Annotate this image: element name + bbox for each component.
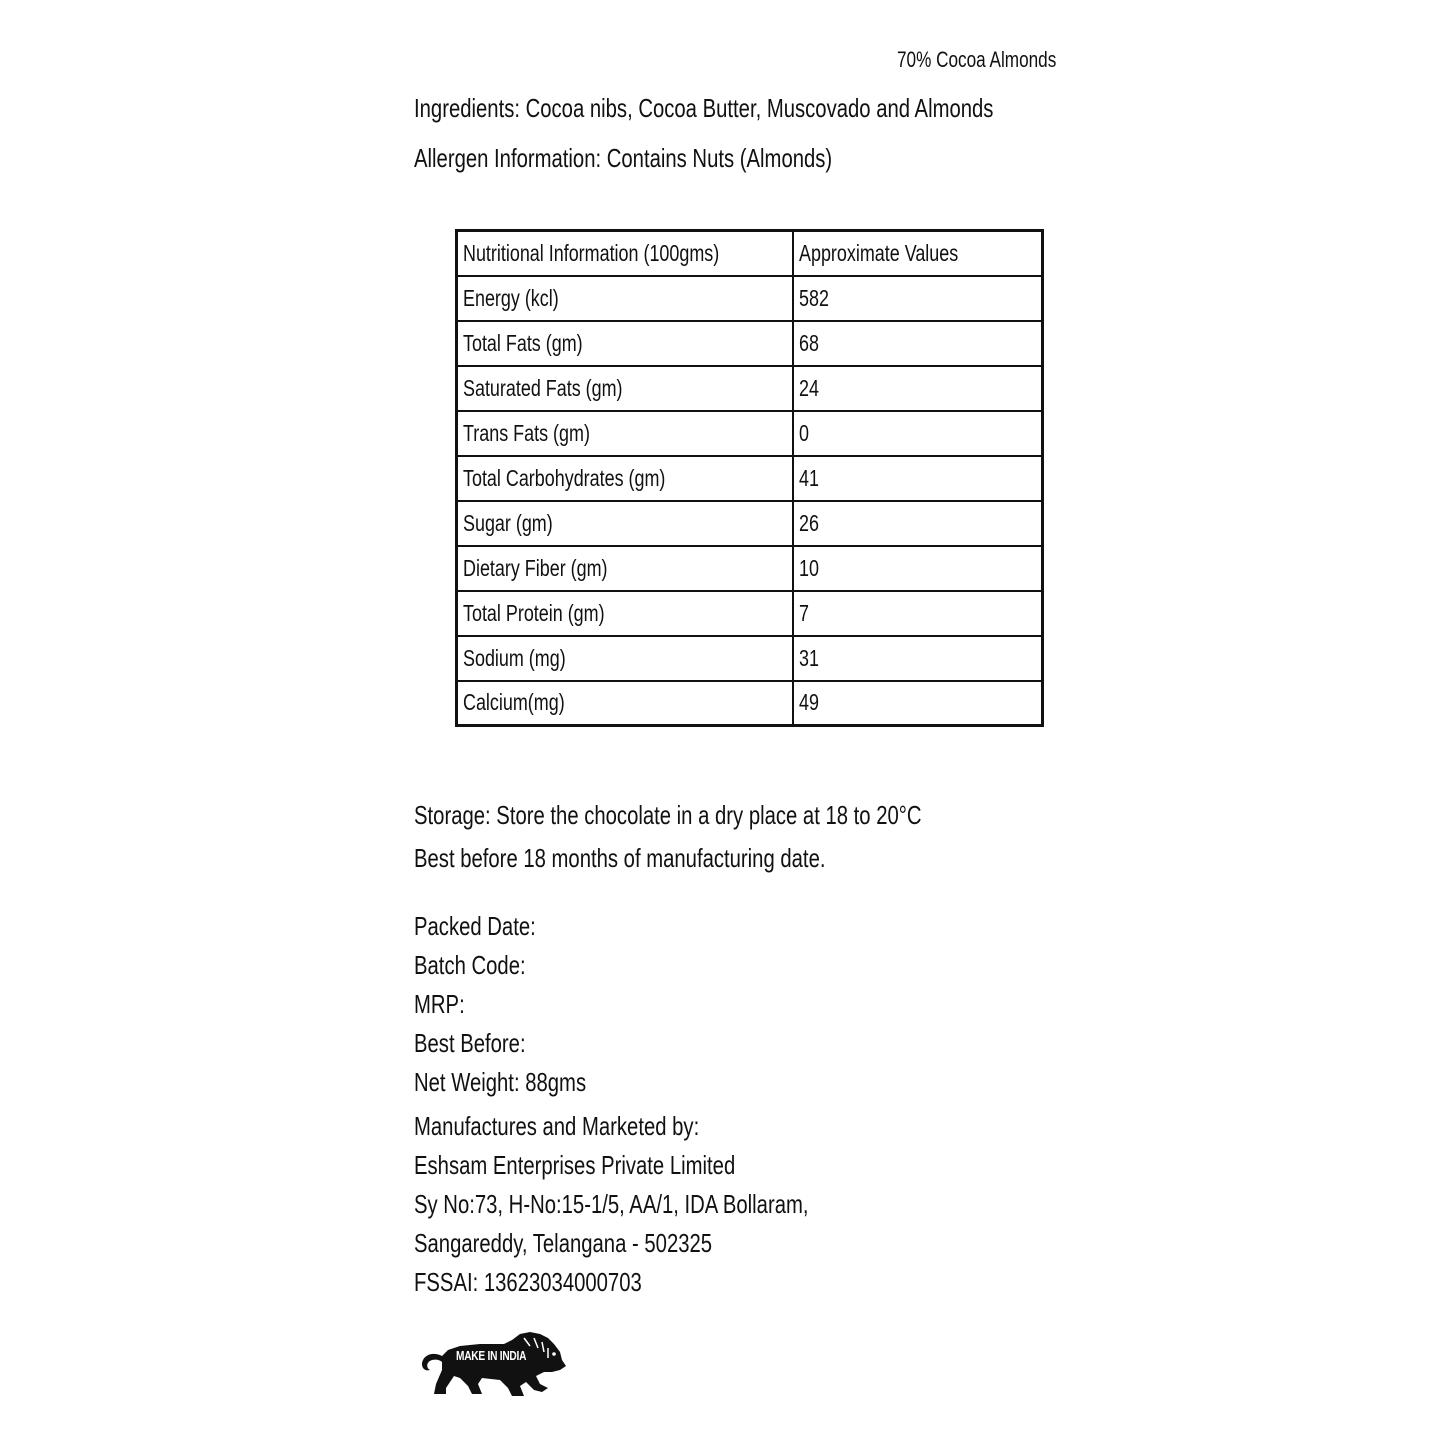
header-cell-text: Nutritional Information (100gms) [463, 239, 720, 266]
nutrient-label [457, 591, 793, 636]
cell-text: 31 [798, 644, 819, 671]
cell-text: 24 [798, 374, 819, 401]
net-weight-label: Net Weight: 88gms [414, 1067, 587, 1097]
nutrient-label [457, 411, 793, 456]
nutrient-label [457, 456, 793, 501]
cell-text: 0 [798, 419, 809, 446]
header-cell-text: Approximate Values [798, 239, 958, 266]
batch-code [414, 946, 635, 985]
nutrient-label [457, 276, 793, 321]
nutrient-label [457, 636, 793, 681]
fssai-number [414, 1263, 920, 1302]
cell-text: Sugar (gm) [463, 509, 553, 536]
nutrition-header-label [457, 231, 793, 276]
allergen-label: Allergen Information: Contains Nuts (Almonds) [414, 143, 833, 173]
cell-text: Energy (kcl) [463, 284, 559, 311]
fssai-text: FSSAI: 13623034000703 [414, 1267, 642, 1297]
cell-text: 26 [798, 509, 819, 536]
nutrient-value [793, 681, 1043, 726]
address-line1-text: Sy No:73, H-No:15-1/5, AA/1, IDA Bollaram, [414, 1189, 809, 1219]
net-weight [414, 1063, 635, 1102]
cell-text: 49 [798, 689, 819, 716]
ingredients-text [414, 93, 1157, 123]
nutrition-header-row [457, 231, 1043, 276]
cell-text: Trans Fats (gm) [463, 419, 590, 446]
nutrient-label [457, 546, 793, 591]
nutrient-label [457, 321, 793, 366]
nutrient-label [457, 681, 793, 726]
batch-code-label: Batch Code: [414, 950, 526, 980]
nutrient-value [793, 591, 1043, 636]
cell-text: 10 [798, 554, 819, 581]
table-row [457, 366, 1043, 411]
cell-text: Saturated Fats (gm) [463, 374, 623, 401]
cell-text: Total Fats (gm) [463, 329, 583, 356]
table-row [457, 276, 1043, 321]
nutrient-value [793, 411, 1043, 456]
product-name [897, 46, 1101, 74]
manufacturer-name-text: Eshsam Enterprises Private Limited [414, 1150, 736, 1180]
nutrient-label [457, 366, 793, 411]
allergen-info [414, 143, 950, 173]
packed-date [414, 907, 635, 946]
cell-text: 582 [798, 284, 829, 311]
nutrient-value [793, 501, 1043, 546]
table-row [457, 501, 1043, 546]
nutrient-label [457, 501, 793, 546]
make-in-india-text [456, 1348, 542, 1363]
manufacturer-address-line2 [414, 1224, 920, 1263]
cell-text: 68 [798, 329, 819, 356]
make-in-india-logo [420, 1326, 568, 1398]
nutrient-value [793, 636, 1043, 681]
best-before [414, 1024, 635, 1063]
table-row [457, 591, 1043, 636]
cell-text: Total Protein (gm) [463, 599, 605, 626]
manufacturer-info [414, 1107, 920, 1302]
address-line2-text: Sangareddy, Telangana - 502325 [414, 1228, 713, 1258]
packed-date-label: Packed Date: [414, 911, 536, 941]
best-before-label: Best Before: [414, 1028, 526, 1058]
nutrient-value [793, 456, 1043, 501]
nutrient-value [793, 321, 1043, 366]
manufacturer-name [414, 1146, 920, 1185]
product-name-text: 70% Cocoa Almonds [897, 47, 1057, 72]
manufacturer-address-line1 [414, 1185, 920, 1224]
nutrient-value [793, 546, 1043, 591]
table-row [457, 411, 1043, 456]
manufacturer-heading-text: Manufactures and Marketed by: [414, 1111, 700, 1141]
table-row [457, 681, 1043, 726]
logo-text: MAKE IN INDIA [456, 1348, 527, 1363]
table-row [457, 546, 1043, 591]
table-row [457, 636, 1043, 681]
cell-text: Sodium (mg) [463, 644, 566, 671]
nutrient-value [793, 366, 1043, 411]
best-before-note [414, 843, 942, 873]
cell-text: 41 [798, 464, 819, 491]
table-row [457, 321, 1043, 366]
best-before-note-label: Best before 18 months of manufacturing date. [414, 843, 826, 873]
manufacturer-heading [414, 1107, 920, 1146]
mrp-label: MRP: [414, 989, 465, 1019]
ingredients-label: Ingredients: Cocoa nibs, Cocoa Butter, Muscovado and Almonds [414, 93, 994, 123]
storage-info [414, 800, 1065, 830]
nutrition-header-value [793, 231, 1043, 276]
cell-text: 7 [798, 599, 809, 626]
packaging-details [414, 907, 635, 1102]
mrp [414, 985, 635, 1024]
table-row [457, 456, 1043, 501]
nutrition-table [455, 229, 1044, 727]
nutrient-value [793, 276, 1043, 321]
cell-text: Calcium(mg) [463, 689, 565, 716]
storage-label: Storage: Store the chocolate in a dry place at 18 to 20°C [414, 800, 922, 830]
cell-text: Total Carbohydrates (gm) [463, 464, 666, 491]
cell-text: Dietary Fiber (gm) [463, 554, 608, 581]
